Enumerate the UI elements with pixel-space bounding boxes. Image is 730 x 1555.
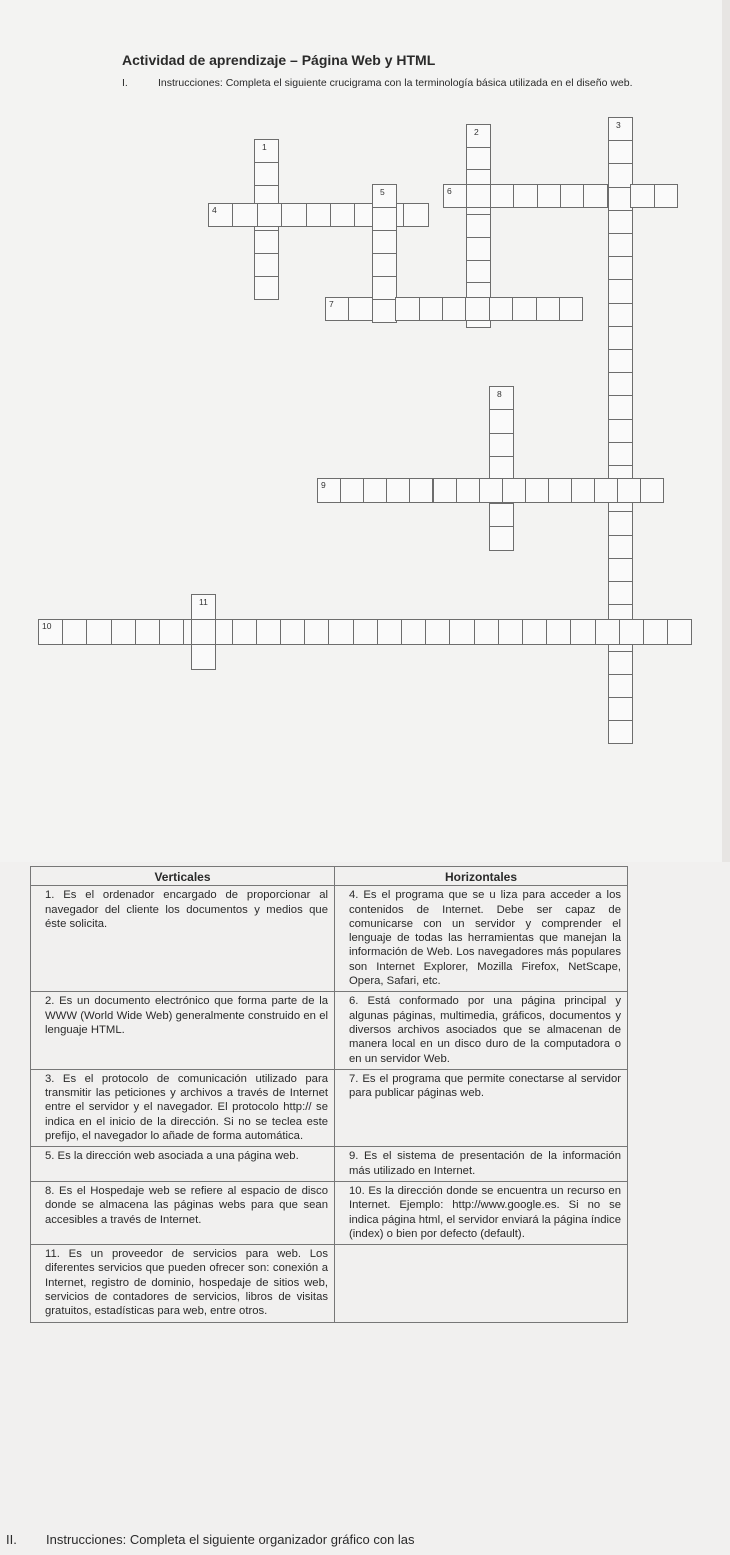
crossword-cell	[489, 503, 514, 527]
crossword-cell	[348, 297, 372, 321]
crossword-cell	[522, 619, 547, 645]
crossword-cell	[608, 720, 633, 744]
crossword-cell	[560, 184, 584, 208]
crossword-cell	[608, 303, 633, 327]
crossword-cell	[372, 253, 397, 277]
crossword-cell	[608, 372, 633, 396]
crossword-cell	[466, 237, 491, 261]
clue-row	[31, 992, 628, 1069]
crossword-cell	[62, 619, 87, 645]
crossword-cell	[191, 619, 216, 645]
crossword-cell	[536, 297, 560, 321]
crossword-cell	[617, 478, 641, 503]
clue-row	[31, 1147, 628, 1182]
crossword-cell	[232, 619, 257, 645]
clue-number-4: 4	[212, 205, 217, 215]
crossword-cell	[608, 349, 633, 373]
crossword-cell	[409, 478, 433, 503]
clue-vertical-2: 2. Es un documento electrónico que forma parte de la WWW (World Wide Web) generalmente construido en el lenguaje HTML.	[31, 992, 335, 1069]
crossword-cell	[372, 276, 397, 300]
crossword-cell	[502, 478, 526, 503]
crossword-cell	[254, 276, 279, 300]
instructions-number: I.	[122, 77, 128, 89]
crossword-cell	[608, 442, 633, 466]
clue-number-5: 5	[380, 187, 385, 197]
crossword-cell	[254, 230, 279, 254]
clue-horizontal-10: 10. Es la dirección donde se encuentra un recurso en Internet. Ejemplo: http://www.google.es. Si no se indica página html, el servidor enviará la página índice (index) o bien por defecto (default).	[335, 1181, 628, 1244]
crossword-cell	[608, 395, 633, 419]
crossword-cell	[474, 619, 499, 645]
clue-vertical-5: 5. Es la dirección web asociada a una página web.	[31, 1147, 335, 1182]
crossword-cell	[419, 297, 443, 321]
crossword-cell	[159, 619, 184, 645]
clue-number-6: 6	[447, 186, 452, 196]
crossword-cell	[608, 233, 633, 257]
crossword-cell	[401, 619, 426, 645]
crossword-cell	[594, 478, 618, 503]
clue-vertical-3: 3. Es el protocolo de comunicación utilizado para transmitir las peticiones y archivos a través de Internet entre el servidor y el navegador. El protocolo http:// se indica en el inicio de la dirección. Si no se teclea este prefijo, el navegador lo añade de forma automática.	[31, 1069, 335, 1146]
crossword-cell	[353, 619, 378, 645]
clue-number-1: 1	[262, 142, 267, 152]
clue-horizontal-6: 6. Está conformado por una página principal y algunas páginas, multimedia, gráficos, documentos y diversos archivos asociados que se almacenan de manera local en un disco duro de la computadora o en un servidor Web.	[335, 992, 628, 1069]
crossword-cell	[537, 184, 561, 208]
clue-vertical-8: 8. Es el Hospedaje web se refiere al espacio de disco donde se almacena las páginas webs para que sean accesibles a través de Internet.	[31, 1181, 335, 1244]
crossword-cell	[583, 184, 607, 208]
clue-number-8: 8	[497, 389, 502, 399]
crossword-cell	[304, 619, 329, 645]
part2-instructions	[6, 1532, 415, 1547]
crossword-cell	[608, 140, 633, 164]
clue-horizontal-empty	[335, 1245, 628, 1322]
crossword-cell	[548, 478, 572, 503]
crossword-cell	[466, 260, 491, 284]
crossword-cell	[654, 184, 678, 208]
crossword-cell	[489, 433, 514, 457]
instructions-text: Instrucciones: Completa el siguiente crucigrama con la terminología básica utilizada en el diseño web.	[158, 77, 633, 89]
crossword-cell	[191, 644, 216, 670]
crossword-cell	[498, 619, 523, 645]
crossword-cell	[363, 478, 387, 503]
crossword-cell	[570, 619, 595, 645]
crossword-cell	[306, 203, 331, 227]
crossword-cell	[377, 619, 402, 645]
crossword-cell	[340, 478, 364, 503]
crossword-cell	[490, 184, 514, 208]
clue-number-9: 9	[321, 480, 326, 490]
crossword-cell	[546, 619, 571, 645]
crossword-cell	[425, 619, 450, 645]
crossword-cell	[479, 478, 503, 503]
crossword-cell	[489, 297, 513, 321]
crossword-cell	[256, 619, 281, 645]
clue-horizontal-7: 7. Es el programa que permite conectarse al servidor para publicar páginas web.	[335, 1069, 628, 1146]
crossword-cell	[111, 619, 136, 645]
crossword-cell	[489, 456, 514, 480]
crossword-cell	[280, 619, 305, 645]
crossword-cell	[281, 203, 306, 227]
crossword-cell	[135, 619, 160, 645]
crossword-cell	[466, 214, 491, 238]
crossword-cell	[608, 210, 633, 234]
crossword-cell	[456, 478, 480, 503]
crossword-cell	[232, 203, 257, 227]
clues-table	[30, 866, 628, 1323]
clue-row	[31, 1245, 628, 1322]
crossword-cell	[372, 299, 397, 323]
crossword-cell	[386, 478, 410, 503]
header-verticales: Verticales	[31, 867, 335, 886]
crossword-cell	[489, 409, 514, 433]
header-horizontales: Horizontales	[335, 867, 628, 886]
crossword-cell	[466, 184, 490, 208]
crossword-cell	[442, 297, 466, 321]
crossword-cell	[403, 203, 428, 227]
clue-vertical-11: 11. Es un proveedor de servicios para web. Los diferentes servicios que pueden ofrecer son: conexión a Internet, registro de dominio, hospedaje de sitios web, servicios de contadores de servicios, libros de visitas gratuitos, estadísticas para web, entre otros.	[31, 1245, 335, 1322]
crossword-cell	[608, 581, 633, 605]
clue-vertical-1: 1. Es el ordenador encargado de proporcionar al navegador del cliente los documentos y medios que éste solicita.	[31, 886, 335, 992]
crossword-cell	[489, 526, 514, 550]
crossword-cell	[608, 326, 633, 350]
crossword-cell	[433, 478, 457, 503]
crossword-cell	[608, 674, 633, 698]
crossword-cell	[608, 535, 633, 559]
crossword-cell	[254, 253, 279, 277]
clue-row	[31, 886, 628, 992]
crossword-cell	[328, 619, 353, 645]
crossword-cell	[608, 558, 633, 582]
crossword-cell	[608, 279, 633, 303]
crossword-cell	[254, 162, 279, 186]
crossword-cell	[559, 297, 583, 321]
crossword-cell	[513, 184, 537, 208]
clue-horizontal-9: 9. Es el sistema de presentación de la información más utilizado en Internet.	[335, 1147, 628, 1182]
crossword-cell	[619, 619, 644, 645]
clue-number-3: 3	[616, 120, 621, 130]
crossword-cell	[372, 207, 397, 231]
crossword-cell	[608, 256, 633, 280]
crossword-cell	[608, 511, 633, 535]
crossword-cell	[395, 297, 419, 321]
crossword-cell	[449, 619, 474, 645]
crossword-cell	[512, 297, 536, 321]
clue-number-10: 10	[42, 621, 52, 631]
part2-number: II.	[6, 1532, 17, 1547]
part2-text: Instrucciones: Completa el siguiente organizador gráfico con las	[46, 1532, 415, 1547]
crossword-cell	[640, 478, 664, 503]
crossword-cell	[372, 230, 397, 254]
crossword-cell	[330, 203, 355, 227]
crossword-cell	[630, 184, 654, 208]
page-title: Actividad de aprendizaje – Página Web y HTML	[122, 52, 436, 68]
clue-number-7: 7	[329, 299, 334, 309]
clue-number-2: 2	[474, 127, 479, 137]
clue-row	[31, 1069, 628, 1146]
crossword-cell	[608, 697, 633, 721]
crossword-cell	[667, 619, 692, 645]
clue-number-11: 11	[199, 597, 208, 607]
crossword-cell	[643, 619, 668, 645]
crossword-cell	[86, 619, 111, 645]
crossword-cell	[465, 297, 489, 321]
clue-horizontal-4: 4. Es el programa que se u liza para acceder a los contenidos de Internet. Debe ser capaz de comunicarse con un servidor y comprender el lenguaje de todas las herramientas que manejan la información de Web. Los navegadores más populares son Internet Explorer, Mozilla Firefox, NetScape, Opera, Safari, etc.	[335, 886, 628, 992]
crossword-cell	[571, 478, 595, 503]
crossword-cell	[466, 147, 491, 171]
crossword-cell	[608, 419, 633, 443]
crossword-cell	[525, 478, 549, 503]
crossword-cell	[608, 651, 633, 675]
crossword-cell	[595, 619, 620, 645]
crossword-cell	[257, 203, 282, 227]
clue-row	[31, 1181, 628, 1244]
